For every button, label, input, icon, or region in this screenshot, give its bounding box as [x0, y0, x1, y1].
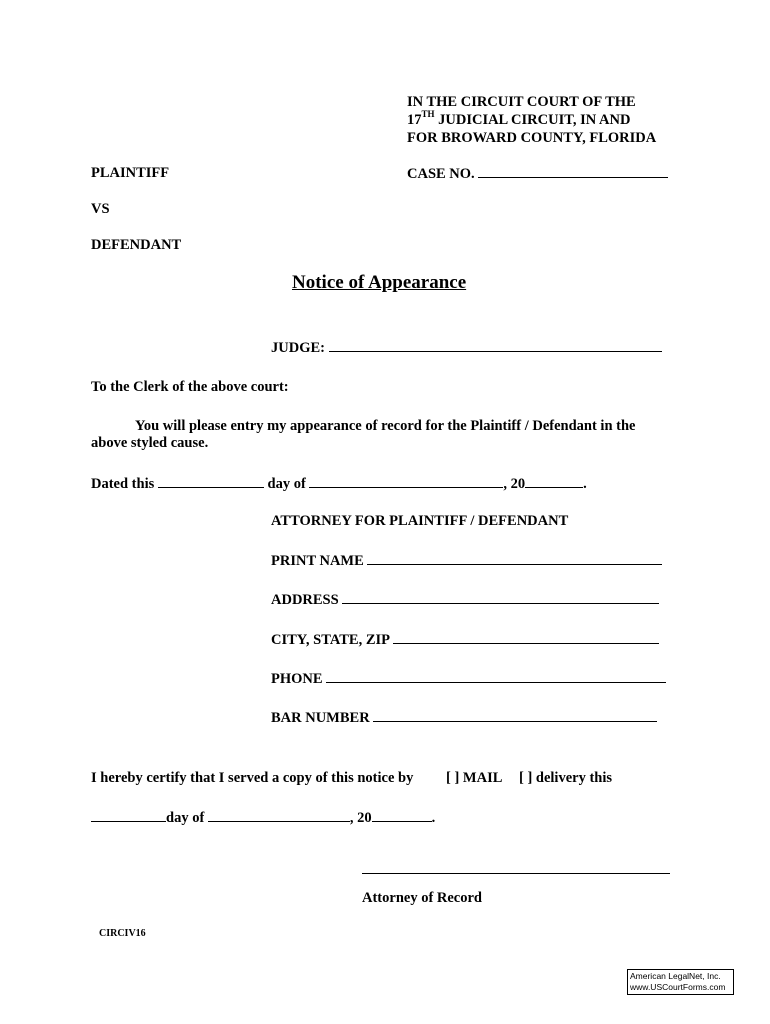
circuit-ordinal-suffix: TH: [421, 109, 435, 120]
case-number-field[interactable]: [478, 164, 668, 178]
dated-day-field[interactable]: [158, 474, 264, 488]
clerk-salutation: To the Clerk of the above court:: [91, 379, 289, 395]
form-code: CIRCIV16: [99, 928, 146, 939]
document-title: Notice of Appearance: [292, 272, 467, 293]
mail-checkbox[interactable]: [ ] MAIL: [446, 770, 503, 786]
body-line1: You will please entry my appearance of record for the Plaintiff / Defendant in the: [135, 418, 636, 434]
publisher-website: www.USCourtForms.com: [630, 982, 726, 992]
vs-label: VS: [91, 201, 110, 217]
judge-field[interactable]: [329, 338, 662, 352]
case-number-label: CASE NO.: [407, 166, 479, 182]
certify-date-row: [91, 808, 435, 827]
plaintiff-label: PLAINTIFF: [91, 165, 170, 181]
certify-month-field[interactable]: [208, 808, 350, 822]
city-state-zip-field[interactable]: [393, 630, 659, 644]
bar-number-row: [271, 708, 657, 727]
body-line2: above styled cause.: [91, 435, 209, 451]
court-header-line3: FOR BROWARD COUNTY, FLORIDA: [407, 130, 657, 146]
city-state-zip-row: [271, 630, 659, 649]
certify-comma-20: , 20: [349, 810, 372, 826]
court-header-line2-rest: JUDICIAL CIRCUIT, IN AND: [434, 112, 631, 128]
dated-period: .: [583, 476, 587, 492]
dated-year-field[interactable]: [525, 474, 583, 488]
certify-day-field[interactable]: [91, 808, 166, 822]
certify-text: I hereby certify that I served a copy of this notice by: [91, 770, 414, 786]
delivery-checkbox[interactable]: [ ] delivery this: [519, 770, 613, 786]
defendant-label: DEFENDANT: [91, 237, 182, 253]
publisher-name: American LegalNet, Inc.: [630, 971, 721, 981]
dated-prefix: Dated this: [91, 476, 158, 492]
address-field[interactable]: [342, 590, 659, 604]
attorney-heading: ATTORNEY FOR PLAINTIFF / DEFENDANT: [271, 513, 569, 529]
circuit-number: 17: [407, 112, 422, 128]
print-name-field[interactable]: [367, 551, 662, 565]
phone-row: [271, 669, 666, 688]
phone-field[interactable]: [326, 669, 666, 683]
court-header-line1: IN THE CIRCUIT COURT OF THE: [407, 94, 636, 110]
bar-number-field[interactable]: [373, 708, 657, 722]
dated-row: [91, 474, 587, 493]
city-state-zip-label: CITY, STATE, ZIP: [271, 632, 393, 648]
print-name-row: [271, 551, 662, 570]
court-header-line2: [407, 111, 630, 129]
publisher-footer-box: [627, 969, 734, 995]
certify-period: .: [431, 810, 436, 826]
judge-row: [271, 338, 662, 357]
bar-number-label: BAR NUMBER: [271, 710, 374, 726]
address-row: [271, 590, 659, 609]
dated-month-field[interactable]: [309, 474, 503, 488]
address-label: ADDRESS: [271, 592, 343, 608]
certify-year-field[interactable]: [372, 808, 432, 822]
judge-label: JUDGE:: [271, 340, 329, 356]
dated-day-of: day of: [263, 476, 310, 492]
dated-comma-20: , 20: [503, 476, 526, 492]
print-name-label: PRINT NAME: [271, 553, 368, 569]
certify-day-of: day of: [166, 810, 208, 826]
signature-label: Attorney of Record: [362, 890, 482, 906]
signature-line[interactable]: [362, 873, 670, 874]
phone-label: PHONE: [271, 671, 327, 687]
case-number-row: [407, 164, 668, 183]
